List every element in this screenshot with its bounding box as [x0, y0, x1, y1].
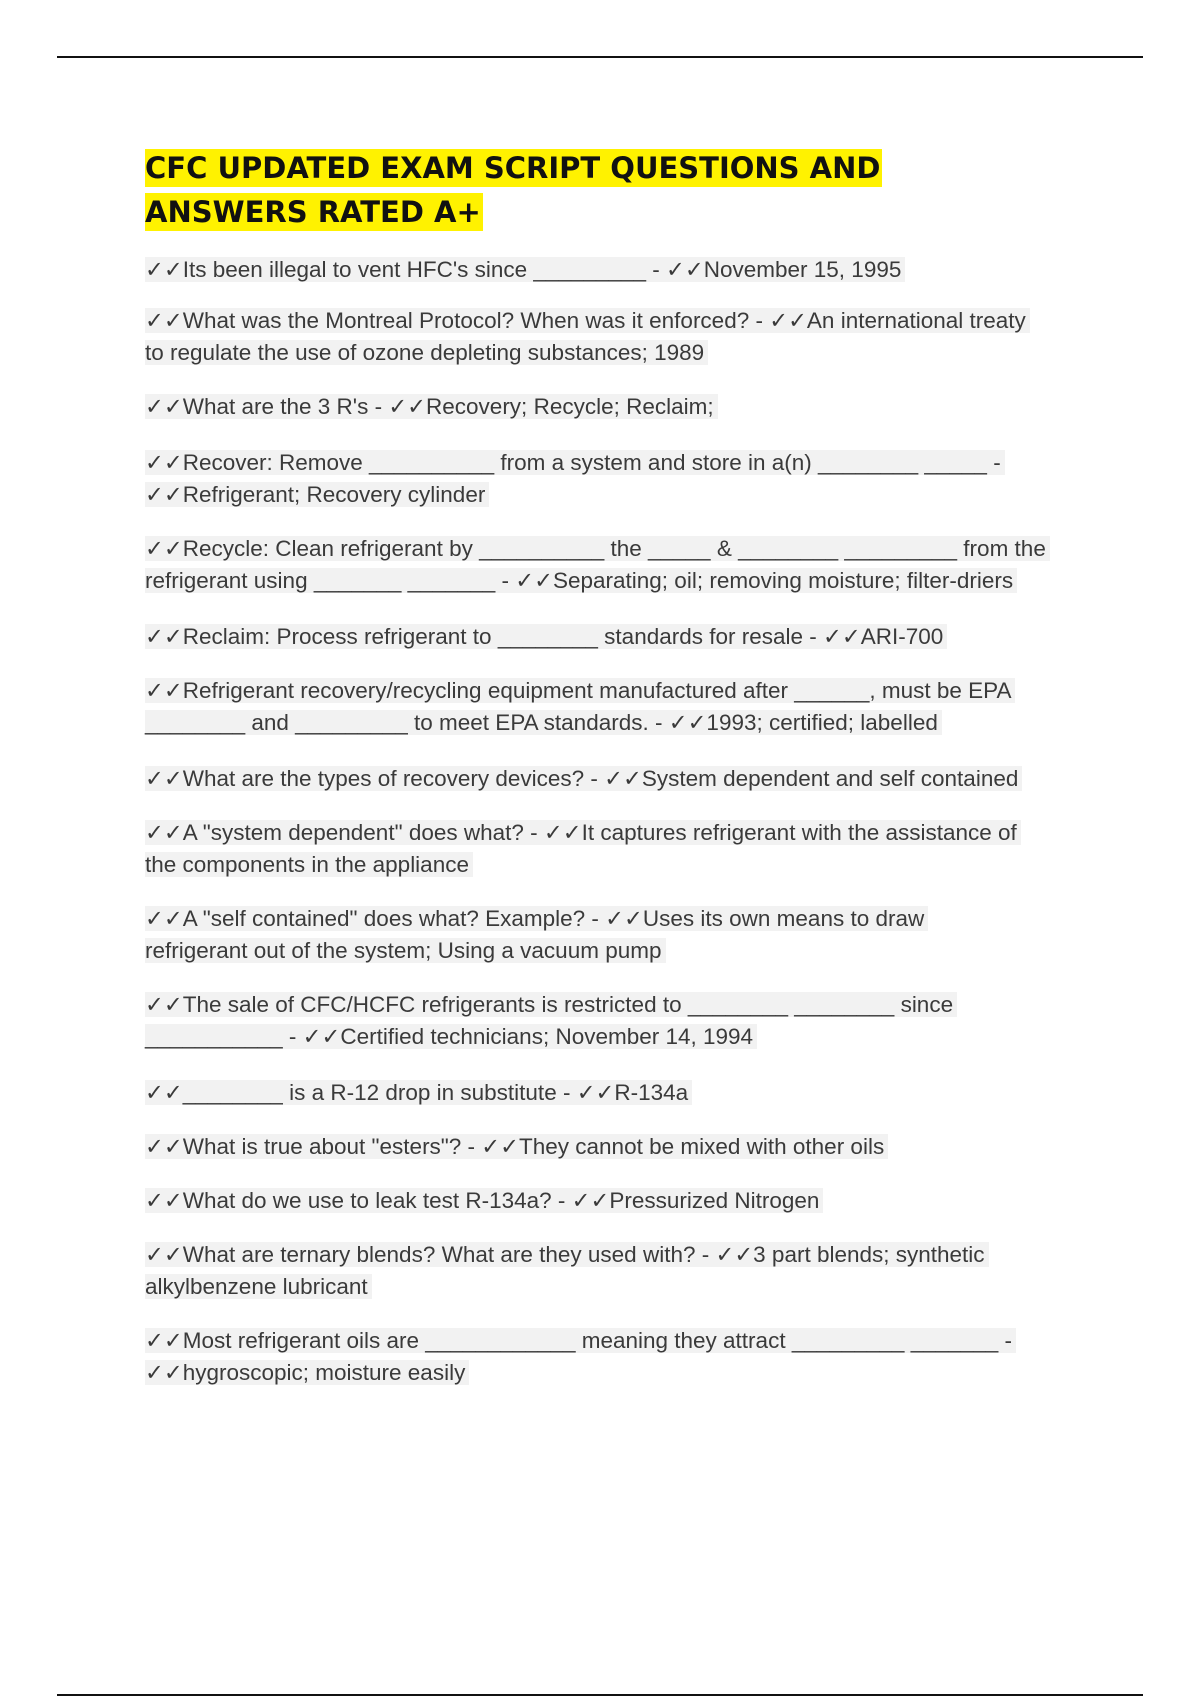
qa-line-text: ✓✓________ is a R-12 drop in substitute - ✓✓R-134a — [145, 1080, 692, 1105]
qa-line-text: ✓✓Recycle: Clean refrigerant by __________ the _____ & ________ _________ from the — [145, 536, 1050, 561]
qa-item — [145, 621, 1095, 653]
qa-line — [145, 447, 1095, 479]
qa-item — [145, 903, 1095, 967]
qa-line-text: ✓✓What are the types of recovery devices? - ✓✓System dependent and self contained — [145, 766, 1022, 791]
qa-line-text: the components in the appliance — [145, 852, 473, 877]
qa-list — [145, 232, 1095, 1389]
qa-line-text: ✓✓A "system dependent" does what? - ✓✓It captures refrigerant with the assistance of — [145, 820, 1021, 845]
bottom-rule — [57, 1694, 1143, 1696]
qa-line-text: refrigerant out of the system; Using a vacuum pump — [145, 938, 666, 963]
qa-line — [145, 707, 1095, 739]
qa-line — [145, 763, 1095, 795]
qa-item — [145, 675, 1095, 739]
qa-line — [145, 989, 1095, 1021]
qa-line-text: ✓✓What are ternary blends? What are they used with? - ✓✓3 part blends; synthetic — [145, 1242, 989, 1267]
qa-line — [145, 1077, 1095, 1109]
qa-item — [145, 391, 1095, 423]
qa-line — [145, 1021, 1095, 1053]
qa-line-text: ✓✓What do we use to leak test R-134a? - ✓✓Pressurized Nitrogen — [145, 1188, 823, 1213]
qa-line — [145, 817, 1095, 849]
qa-line — [145, 337, 1095, 369]
qa-line-text: ✓✓The sale of CFC/HCFC refrigerants is restricted to ________ ________ since — [145, 992, 957, 1017]
qa-item — [145, 305, 1095, 369]
qa-line-text: alkylbenzene lubricant — [145, 1274, 372, 1299]
top-rule — [57, 56, 1143, 58]
qa-line-text: ✓✓Most refrigerant oils are ____________ meaning they attract _________ _______ - — [145, 1328, 1016, 1353]
qa-line-text: ___________ - ✓✓Certified technicians; November 14, 1994 — [145, 1024, 757, 1049]
qa-line — [145, 479, 1095, 511]
qa-line-text: ________ and _________ to meet EPA standards. - ✓✓1993; certified; labelled — [145, 710, 942, 735]
qa-item — [145, 254, 1095, 286]
qa-line — [145, 254, 1095, 286]
qa-item — [145, 447, 1095, 511]
qa-line-text: ✓✓What is true about "esters"? - ✓✓They cannot be mixed with other oils — [145, 1134, 888, 1159]
qa-line — [145, 1239, 1095, 1271]
qa-item — [145, 989, 1095, 1053]
qa-item — [145, 533, 1095, 597]
qa-line — [145, 1185, 1095, 1217]
qa-item — [145, 1077, 1095, 1109]
qa-line-text: ✓✓Refrigerant recovery/recycling equipment manufactured after ______, must be EPA — [145, 678, 1015, 703]
qa-line-text: ✓✓Recover: Remove __________ from a system and store in a(n) ________ _____ - — [145, 450, 1005, 475]
qa-item — [145, 1131, 1095, 1163]
qa-line — [145, 935, 1095, 967]
qa-line-text: ✓✓A "self contained" does what? Example? - ✓✓Uses its own means to draw — [145, 906, 928, 931]
qa-line-text: ✓✓What are the 3 R's - ✓✓Recovery; Recycle; Reclaim; — [145, 394, 718, 419]
qa-line — [145, 1271, 1095, 1303]
qa-line-text: ✓✓Its been illegal to vent HFC's since _________ - ✓✓November 15, 1995 — [145, 257, 905, 282]
qa-line — [145, 1357, 1095, 1389]
qa-line-text: ✓✓What was the Montreal Protocol? When was it enforced? - ✓✓An international treaty — [145, 308, 1030, 333]
qa-line — [145, 675, 1095, 707]
qa-line-text: ✓✓Refrigerant; Recovery cylinder — [145, 482, 489, 507]
document-title — [145, 146, 945, 234]
qa-item — [145, 1325, 1095, 1389]
qa-item — [145, 1185, 1095, 1217]
title-line-2: ANSWERS RATED A+ — [145, 195, 481, 229]
qa-line — [145, 533, 1095, 565]
qa-line — [145, 1325, 1095, 1357]
title-line-1: CFC UPDATED EXAM SCRIPT QUESTIONS AND — [145, 151, 881, 185]
qa-line — [145, 1131, 1095, 1163]
qa-line-text: ✓✓hygroscopic; moisture easily — [145, 1360, 469, 1385]
qa-item — [145, 817, 1095, 881]
qa-item — [145, 763, 1095, 795]
qa-line — [145, 391, 1095, 423]
qa-item — [145, 1239, 1095, 1303]
qa-line — [145, 903, 1095, 935]
qa-line — [145, 305, 1095, 337]
qa-line — [145, 621, 1095, 653]
qa-line — [145, 565, 1095, 597]
qa-line-text: refrigerant using _______ _______ - ✓✓Separating; oil; removing moisture; filter-driers — [145, 568, 1017, 593]
qa-line-text: ✓✓Reclaim: Process refrigerant to ________ standards for resale - ✓✓ARI-700 — [145, 624, 947, 649]
qa-line — [145, 849, 1095, 881]
qa-line-text: to regulate the use of ozone depleting substances; 1989 — [145, 340, 708, 365]
